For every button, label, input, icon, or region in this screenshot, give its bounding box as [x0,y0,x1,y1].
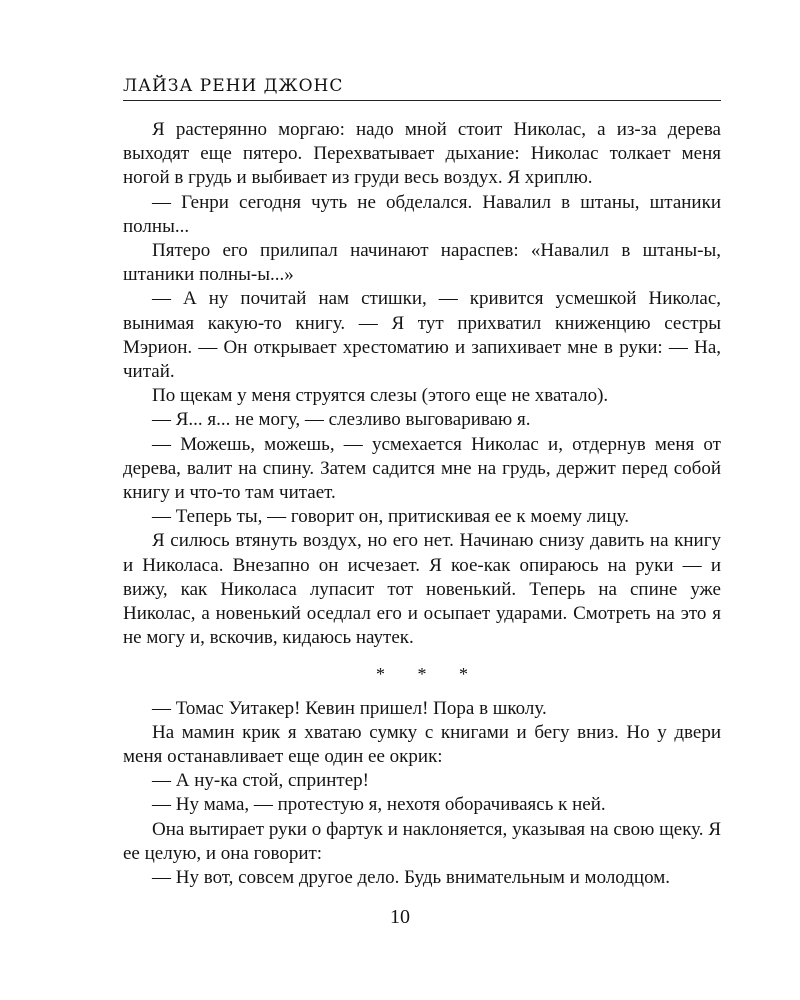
paragraph: По щекам у меня струятся слезы (этого еще не хватало). [152,385,609,407]
running-head: ЛАЙЗА РЕНИ ДЖОНС [123,74,721,101]
paragraph: — Теперь ты, — говорит он, притискивая ее к моему лицу. [152,506,629,528]
paragraph: — Генри сегодня чуть не обделался. Навалил в штаны, штаники полны... [123,191,721,237]
paragraph: Пятеро его прилипал начинают нараспев: «Навалил в штаны-ы, штаники полны-ы...» [123,240,721,286]
paragraph: — А ну-ка стой, спринтер! [152,770,369,792]
section-separator: * * * [376,664,482,685]
page-number: 10 [390,906,410,928]
paragraph: Я растерянно моргаю: надо мной стоит Николас, а из-за дерева выходят еще пятеро. Перехватывает дыхание: Николас толкает меня ногой в грудь и выбивает из груди весь воздух. Я хриплю. [123,119,721,189]
paragraph: — Ну вот, совсем другое дело. Будь внимательным и молодцом. [152,867,671,889]
paragraph: — Можешь, можешь, — усмехается Николас и, отдернув меня от дерева, валит на спину. Затем садится мне на грудь, держит перед собой книгу и что-то там читает. [123,433,721,504]
paragraph: — Я... я... не могу, — слезливо выговариваю я. [152,409,531,431]
paragraph: — А ну почитай нам стишки, — кривится усмешкой Николас, вынимая какую-то книгу. — Я тут прихватил книженцию сестры Мэрион. — Он открывает хрестоматию и запихивает мне в руки: — На, читай. [123,288,721,383]
paragraph: — Томас Уитакер! Кевин пришел! Пора в школу. [152,697,547,719]
body-text [123,118,721,890]
paragraph: — Ну мама, — протестую я, нехотя оборачиваясь к ней. [152,794,606,816]
paragraph: Она вытирает руки о фартук и наклоняется, указывая на свою щеку. Я ее целую, и она говорит: [123,818,721,864]
paragraph: Я силюсь втянуть воздух, но его нет. Начинаю снизу давить на книгу и Николаса. Внезапно он исчезает. Я кое-как опираюсь на руки — и вижу, как Николаса лупасит тот новенький. Теперь на спине уже Николас, а новенький оседлал его и осыпает ударами. Смотреть на это я не могу и, вскочив, кидаюсь наутек. [123,530,721,649]
paragraph: На мамин крик я хватаю сумку с книгами и бегу вниз. Но у двери меня останавливает еще один ее окрик: [123,721,721,768]
